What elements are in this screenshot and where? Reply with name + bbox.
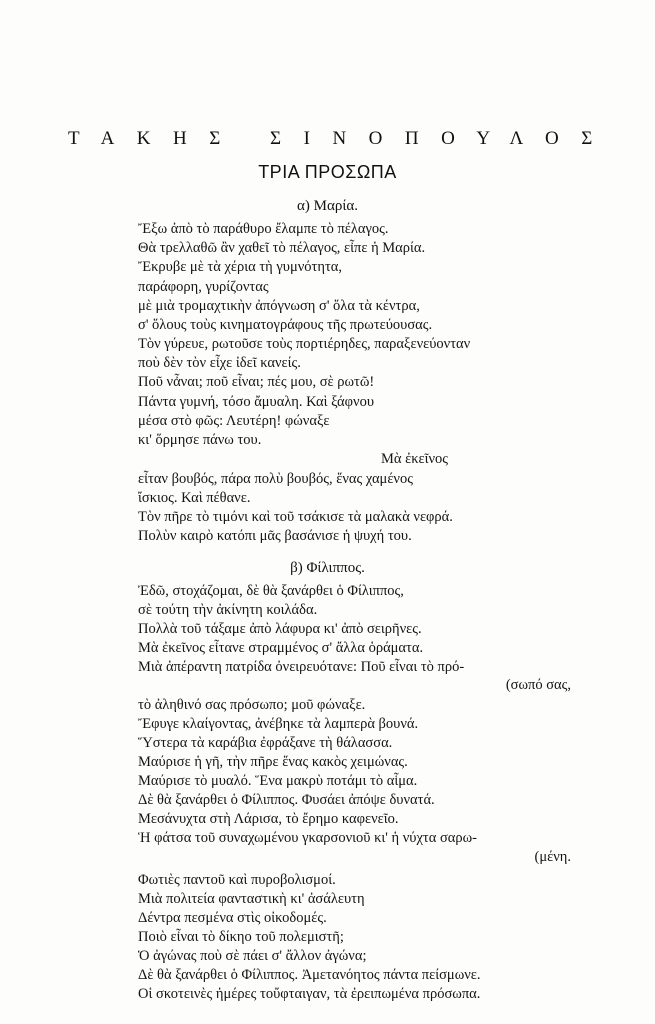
- poem-line: Πολλὰ τοῦ τάξαμε ἀπὸ λάφυρα κι' ἀπὸ σειρῆνες.: [138, 621, 422, 637]
- poem-line: τὸ ἀληθινό σας πρόσωπο; μοῦ φώναξε.: [138, 697, 366, 713]
- poem-line: σ' ὅλους τοὺς κινηματογράφους τῆς πρωτεύουσας.: [138, 317, 433, 333]
- poem-line: Ποιὸ εἶναι τὸ δίκηο τοῦ πολεμιστῆ;: [138, 929, 344, 945]
- poem-line: Μιὰ ἀπέραντη πατρίδα ὀνειρευότανε: Ποῦ εἶναι τὸ πρό-: [138, 659, 465, 675]
- poem-line: Μαύρισε τὸ μυαλό. Ἕνα μακρὺ ποτάμι τὸ αἷμα.: [138, 773, 418, 789]
- poem-line: Ἔφυγε κλαίγοντας, ἀνέβηκε τὰ λαμπερὰ βουνά.: [138, 716, 419, 732]
- poem-line: μέσα στὸ φῶς: Λευτέρη! φώναξε: [138, 413, 330, 429]
- poem-line: κι' ὅρμησε πάνω του.: [138, 432, 262, 448]
- poem-line: Πολὺν καιρὸ κατόπι μᾶς βασάνισε ἡ ψυχή του.: [138, 528, 412, 544]
- poem-line: Ὁ ἀγώνας ποὺ σὲ πάει σ' ἄλλον ἀγώνα;: [138, 948, 367, 964]
- poem-line: Ἡ φάτσα τοῦ συναχωμένου γκαρσονιοῦ κι' ἡ νύχτα σαρω-: [138, 830, 477, 846]
- poem-line: Οἱ σκοτεινὲς ἡμέρες τοὔφταιγαν, τὰ ἐρειπωμένα πρόσωπα.: [138, 986, 481, 1002]
- poem-line: ἴσκιος. Καὶ πέθανε.: [138, 490, 251, 506]
- poem-line: Ἔκρυβε μὲ τὰ χέρια τὴ γυμνότητα,: [138, 259, 343, 275]
- poem-line: Τὸν πῆρε τὸ τιμόνι καὶ τοῦ τσάκισε τὰ μαλακὰ νεφρά.: [138, 509, 453, 525]
- poem-line: Πάντα γυμνή, τόσο ἄμυαλη. Καὶ ξάφνου: [138, 394, 375, 410]
- poem-line-continuation: (σωπό σας,: [505, 677, 571, 693]
- poem-line-indented: Μὰ ἐκεῖνος: [381, 451, 449, 467]
- poem-line: Δέντρα πεσμένα στὶς οἰκοδομές.: [138, 910, 327, 926]
- poem-line: Μαύρισε ἡ γῆ, τὴν πῆρε ἕνας κακὸς χειμώνας.: [138, 754, 408, 770]
- section-heading-filippos: β) Φίλιππος.: [290, 560, 365, 576]
- section-heading-maria: α) Μαρία.: [297, 198, 358, 214]
- poem-line: Δὲ θὰ ξανάρθει ὁ Φίλιππος. Φυσάει ἀπόψε δυνατά.: [138, 792, 435, 808]
- poem-line: Μεσάνυχτα στὴ Λάρισα, τὸ ἔρημο καφενεῖο.: [138, 811, 399, 827]
- poem-line: εἶταν βουβός, πάρα πολὺ βουβός, ἕνας χαμένος: [138, 471, 413, 487]
- author-name: ΤΑΚΗΣ ΣΙΝΟΠΟΥΛΟΣ: [68, 128, 615, 149]
- poem-line: Μὰ ἐκεῖνος εἶτανε στραμμένος σ' ἄλλα ὁράματα.: [138, 640, 424, 656]
- poem-line: ποὺ δὲν τὸν εἶχε ἰδεῖ κανείς.: [138, 355, 301, 371]
- poem-line: Τὸν γύρευε, ρωτοῦσε τοὺς πορτιέρηδες, παραξενεύονταν: [138, 336, 471, 352]
- poem-line: Ὕστερα τὰ καράβια ἐφράξανε τὴ θάλασσα.: [138, 735, 393, 751]
- poem-line-continuation: (μένη.: [534, 849, 571, 865]
- poem-line: Μιὰ πολιτεία φανταστικὴ κι' ἀσάλευτη: [138, 891, 365, 907]
- poem-line: Δὲ θὰ ξανάρθει ὁ Φίλιππος. Ἀμετανόητος πάντα πείσμωνε.: [138, 967, 481, 983]
- poem-title: ΤΡΙΑ ΠΡΟΣΩΠΑ: [258, 162, 397, 182]
- poem-line: μὲ μιὰ τρομαχτικὴν ἀπόγνωση σ' ὅλα τὰ κέντρα,: [138, 298, 420, 314]
- poem-line: Ἐδῶ, στοχάζομαι, δὲ θὰ ξανάρθει ὁ Φίλιππος,: [138, 583, 404, 599]
- poem-line: σὲ τούτη τὴν ἀκίνητη κοιλάδα.: [138, 602, 318, 618]
- poem-line: Ποῦ νἆναι; ποῦ εἶναι; πές μου, σὲ ρωτῶ!: [138, 374, 375, 390]
- poem-line: Ἔξω ἀπὸ τὸ παράθυρο ἔλαμπε τὸ πέλαγος.: [138, 221, 389, 237]
- poem-line: Θὰ τρελλαθῶ ἂν χαθεῖ τὸ πέλαγος, εἶπε ἡ Μαρία.: [138, 240, 426, 256]
- poem-line: Φωτιὲς παντοῦ καὶ πυροβολισμοί.: [138, 872, 336, 888]
- poem-line: παράφορη, γυρίζοντας: [138, 279, 269, 295]
